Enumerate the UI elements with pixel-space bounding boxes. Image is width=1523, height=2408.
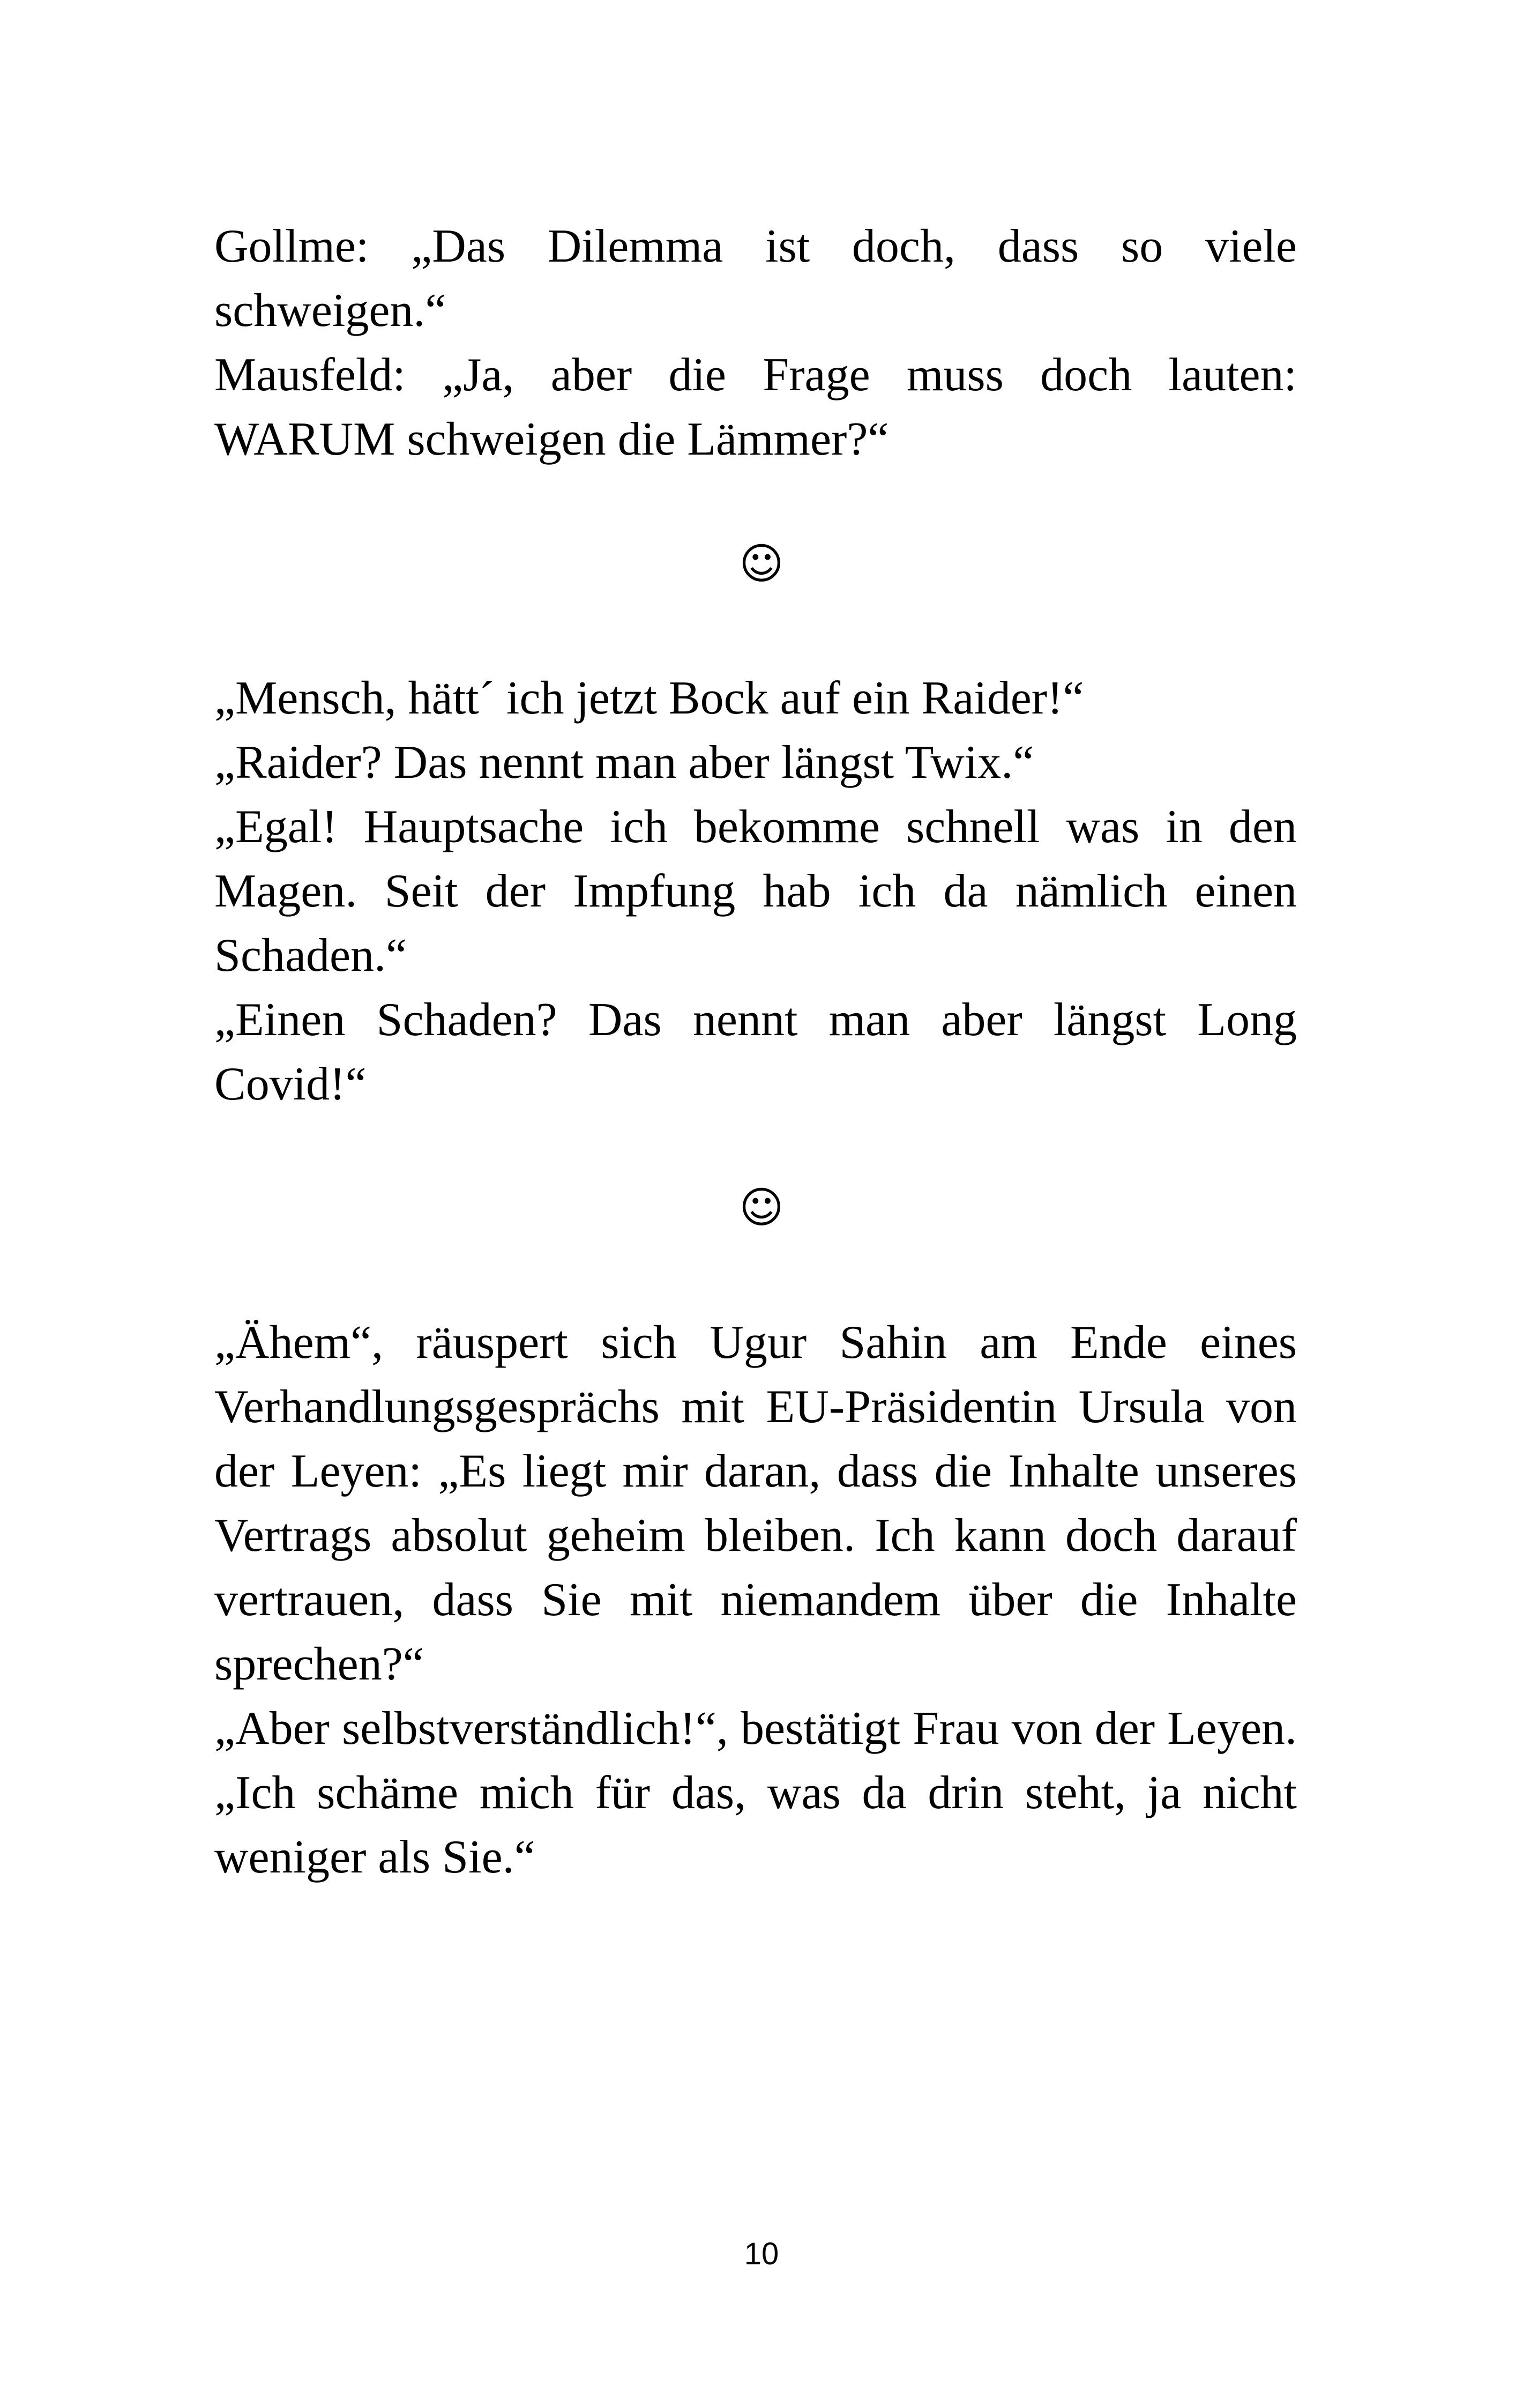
paragraph: „Egal! Hauptsache ich bekomme schnell was in den Magen. Seit der Impfung hab ich da nämlich einen Schaden.“ xyxy=(214,801,1297,982)
page-number: 10 xyxy=(744,2236,779,2271)
paragraph: Mausfeld: „Ja, aber die Frage muss doch lauten: WARUM schweigen die Lämmer?“ xyxy=(214,349,1297,465)
smiley-icon: ☺ xyxy=(739,539,784,589)
paragraph: „Ähem“, räuspert sich Ugur Sahin am Ende eines Verhandlungsgesprächs mit EU-Präsidentin Ursula von der Leyen: „Es liegt mir daran, dass die Inhalte unseres Vertrags absolut geheim bleiben. Ich kann doch darauf vertrauen, dass Sie mit niemandem über die Inhalte sprechen?“ xyxy=(214,1317,1297,1690)
smiley-icon: ☺ xyxy=(739,1183,784,1232)
paragraph: „Raider? Das nennt man aber längst Twix.“ xyxy=(214,737,1034,789)
paragraph: „Einen Schaden? Das nennt man aber längst Long Covid!“ xyxy=(214,994,1297,1110)
text-block-dialogue-raider xyxy=(214,666,1297,1117)
paragraph: „Aber selbstverständlich!“, bestätigt Frau von der Leyen. „Ich schäme mich für das, was da drin steht, ja nicht weniger als Sie.“ xyxy=(214,1703,1297,1883)
text-block-dialogue-sahin-leyen xyxy=(214,1311,1297,1890)
paragraph: Gollme: „Das Dilemma ist doch, dass so viele schweigen.“ xyxy=(214,220,1297,337)
paragraph: „Mensch, hätt´ ich jetzt Bock auf ein Raider!“ xyxy=(214,672,1084,724)
text-block-dialogue-gollme-mausfeld xyxy=(214,214,1297,472)
